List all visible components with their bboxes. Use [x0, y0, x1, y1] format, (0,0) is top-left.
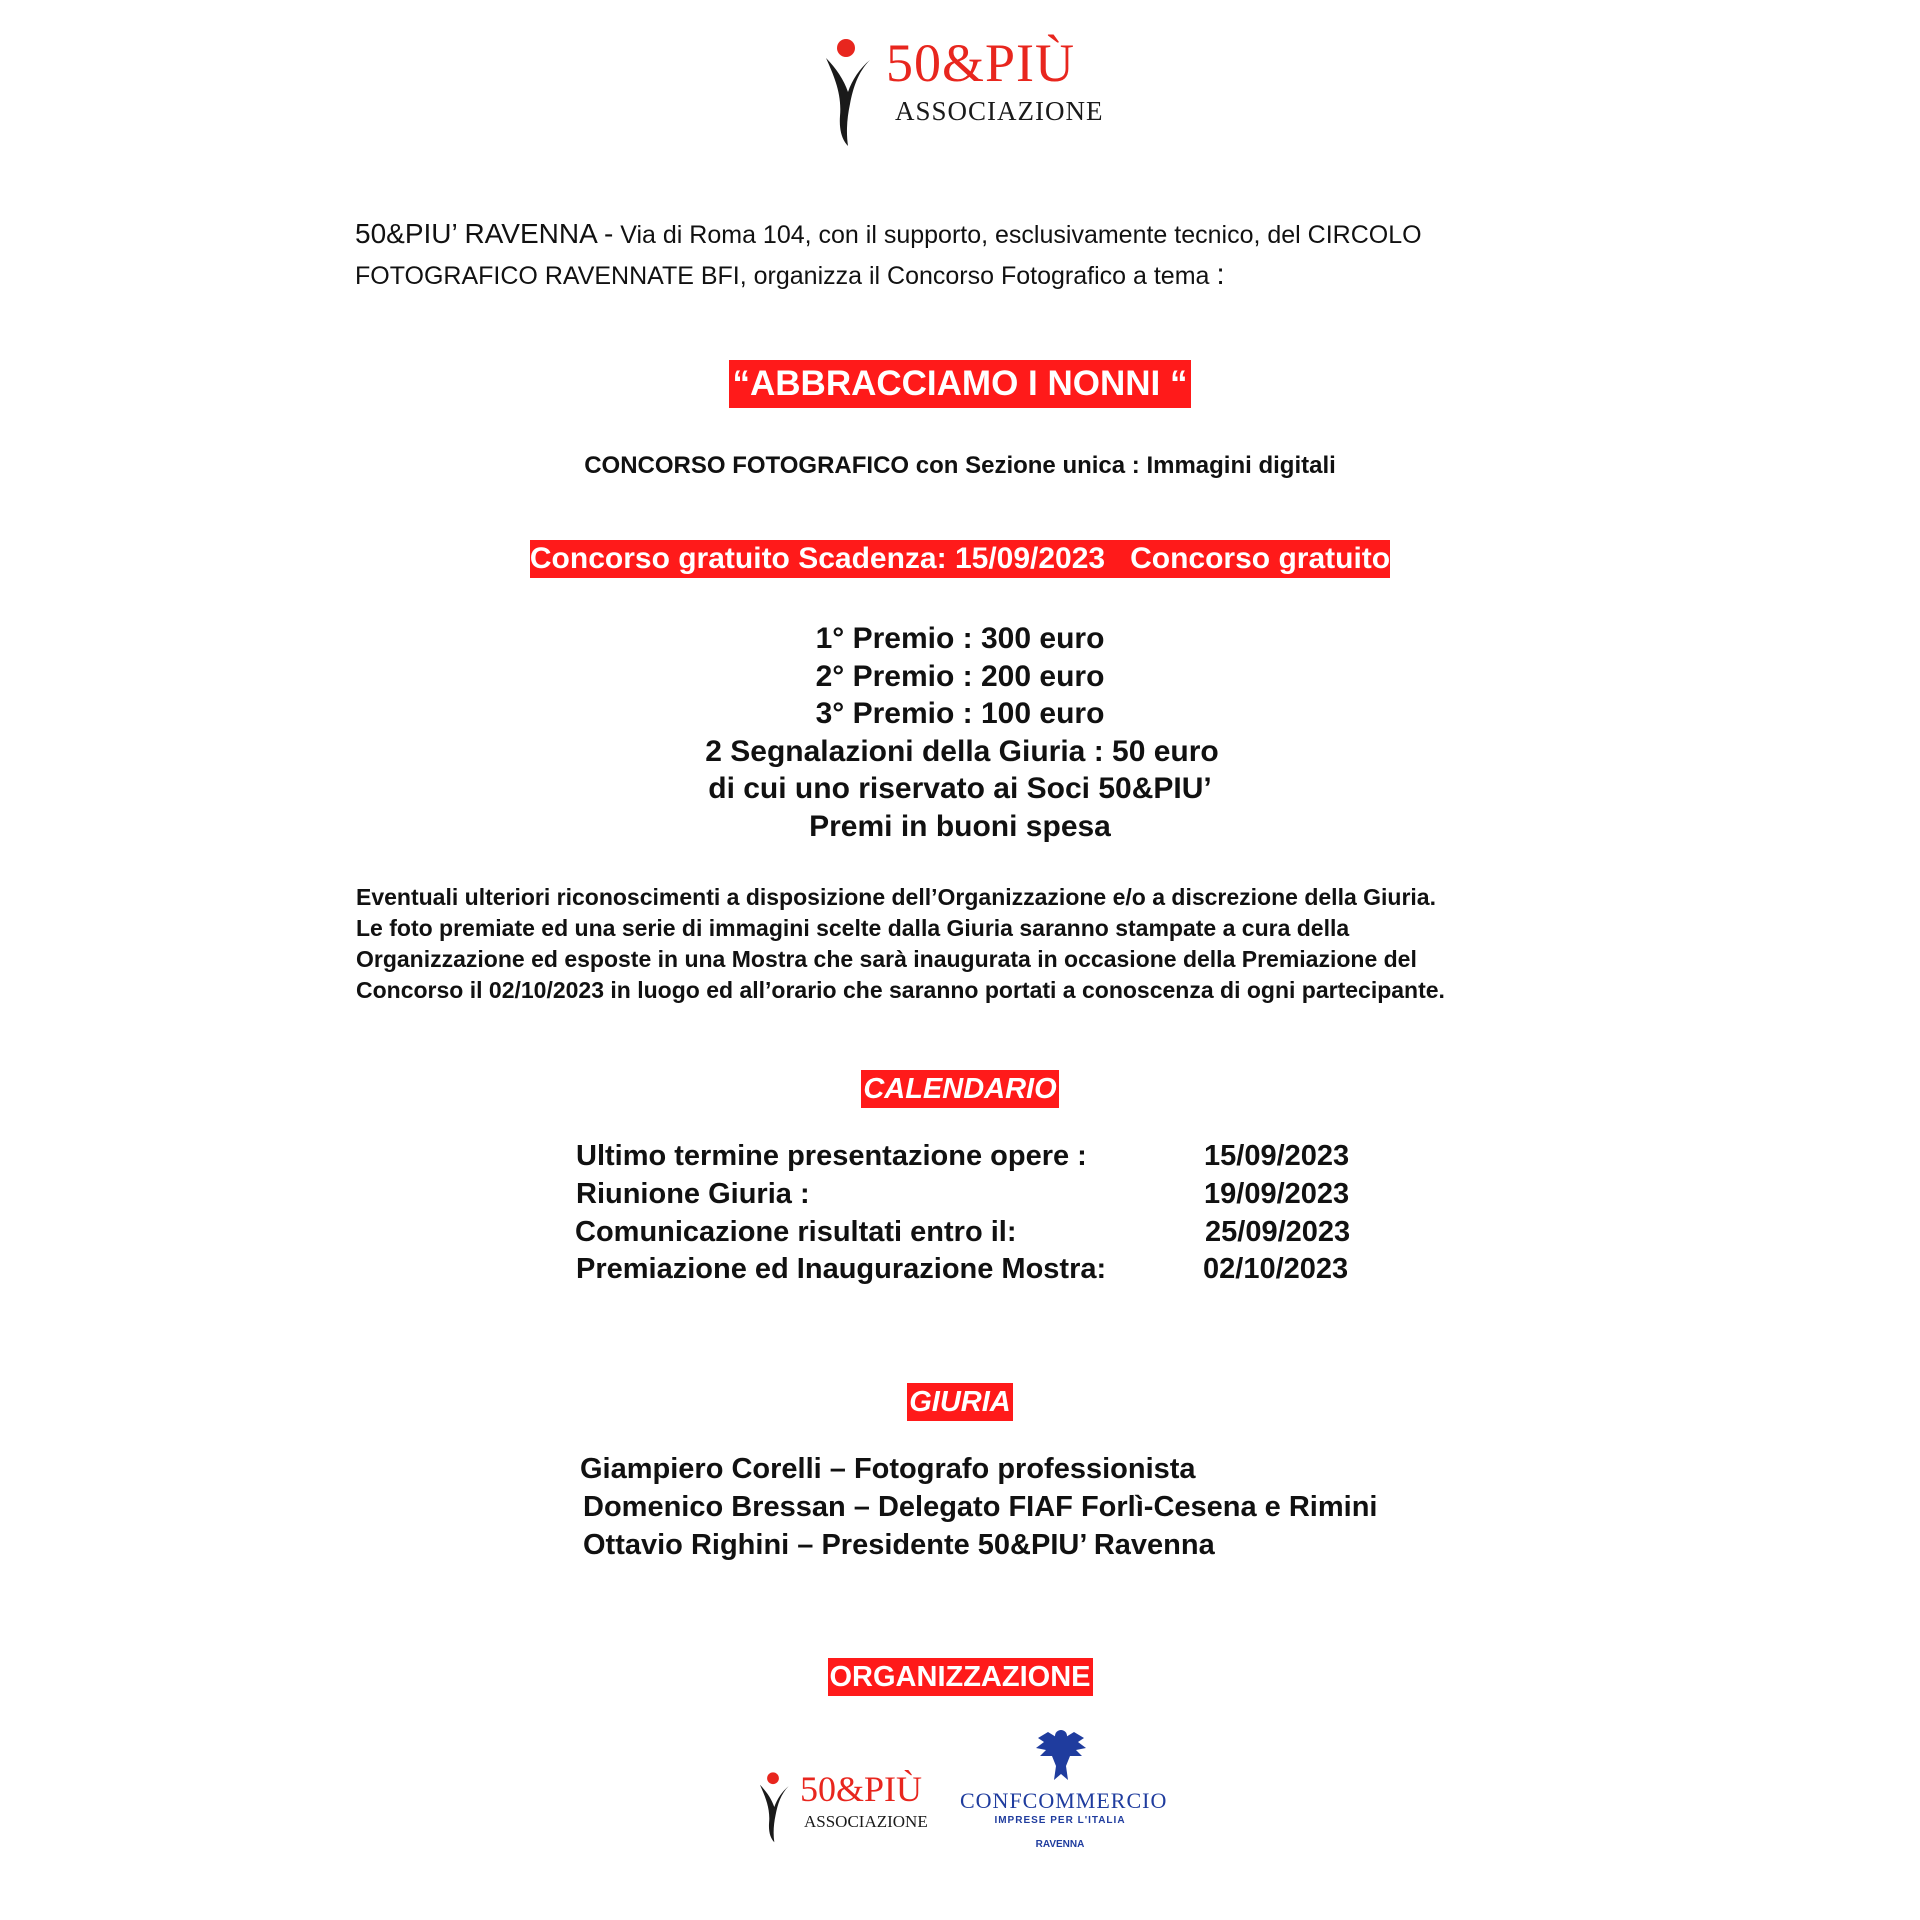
intro-line-1-rest: Via di Roma 104, con il supporto, esclusivamente tecnico, del CIRCOLO: [620, 221, 1422, 249]
calendar-label: Ultimo termine presentazione opere :: [576, 1140, 1087, 1172]
confcommercio-tagline: IMPRESE PER L'ITALIA: [994, 1815, 1126, 1826]
confcommercio-city: RAVENNA: [1035, 1839, 1085, 1850]
calendar-date: 19/09/2023: [1204, 1178, 1350, 1210]
calendar-date: 25/09/2023: [1205, 1216, 1351, 1248]
calendar-date: 15/09/2023: [1204, 1140, 1350, 1172]
person-figure-icon: [756, 1768, 790, 1846]
confcommercio-name: CONFCOMMERCIO: [960, 1788, 1168, 1813]
intro-org: 50&PIU’ RAVENNA -: [355, 218, 614, 249]
notes-line: Le foto premiate ed una serie di immagini scelte dalla Giuria saranno stampate a cura della: [356, 915, 1350, 941]
eagle-icon: [1034, 1726, 1088, 1784]
calendar-heading: CALENDARIO: [861, 1070, 1058, 1108]
jury-heading: GIURIA: [907, 1383, 1013, 1421]
page-title: “ABBRACCIAMO I NONNI “: [729, 360, 1192, 408]
prize-item: 1° Premio : 300 euro: [815, 622, 1105, 655]
prize-item: Premi in buoni spesa: [809, 809, 1111, 843]
intro-line-2-text: FOTOGRAFICO RAVENNATE BFI, organizza il Concorso Fotografico a tema: [355, 262, 1210, 290]
notes-paragraph: [356, 882, 1445, 1006]
footer-logo-50piu-name: 50&PIÙ: [800, 1769, 923, 1809]
deadline-banner: Concorso gratuito Scadenza: 15/09/2023 Concorso gratuito: [530, 540, 1390, 578]
organization-heading: ORGANIZZAZIONE: [828, 1658, 1093, 1696]
calendar-label: Premiazione ed Inaugurazione Mostra:: [576, 1253, 1107, 1285]
calendar-label: Riunione Giuria :: [576, 1178, 810, 1210]
notes-line: Concorso il 02/10/2023 in luogo ed all’orario che saranno portati a conoscenza di ogni partecipante.: [356, 977, 1445, 1003]
intro-colon: :: [1216, 258, 1225, 291]
intro-line-2: [355, 255, 1422, 296]
prize-item: 2° Premio : 200 euro: [815, 659, 1105, 693]
footer-logo-confcommercio: [960, 1726, 1168, 1856]
prizes-list: [0, 620, 1920, 845]
intro-paragraph: [355, 214, 1422, 296]
jury-heading-row: [0, 1383, 1920, 1421]
prize-item: 2 Segnalazioni della Giuria : 50 euro: [705, 734, 1219, 768]
header-logo-name: 50&PIÙ: [886, 33, 1076, 93]
footer-logo-50piu-sub: ASSOCIAZIONE: [804, 1812, 928, 1831]
prize-item: di cui uno riservato ai Soci 50&PIU’: [708, 772, 1212, 805]
jury-member: Domenico Bressan – Delegato FIAF Forlì-Cesena e Rimini: [583, 1491, 1378, 1523]
notes-line: Eventuali ulteriori riconoscimenti a disposizione dell’Organizzazione e/o a discrezione della Giuria.: [356, 884, 1436, 910]
prize-item: 3° Premio : 100 euro: [815, 697, 1105, 730]
intro-line-1: [355, 214, 1422, 255]
jury-member: Ottavio Righini – Presidente 50&PIU’ Ravenna: [583, 1529, 1215, 1561]
title-row: [0, 360, 1920, 408]
jury-member: Giampiero Corelli – Fotografo professionista: [580, 1453, 1196, 1485]
deadline-row: [0, 540, 1920, 578]
header-logo-sub: ASSOCIAZIONE: [895, 96, 1104, 126]
organization-heading-row: [0, 1658, 1920, 1696]
calendar-label: Comunicazione risultati entro il:: [575, 1216, 1017, 1248]
header-logo: [820, 32, 1110, 152]
notes-line: Organizzazione ed esposte in una Mostra che sarà inaugurata in occasione della Premiazione del: [356, 946, 1417, 972]
footer-logo-50piu: [756, 1768, 956, 1848]
calendar-date: 02/10/2023: [1203, 1253, 1349, 1285]
subtitle: CONCORSO FOTOGRAFICO con Sezione unica : Immagini digitali: [584, 452, 1336, 479]
person-figure-icon: [820, 36, 872, 148]
calendar-heading-row: [0, 1070, 1920, 1108]
